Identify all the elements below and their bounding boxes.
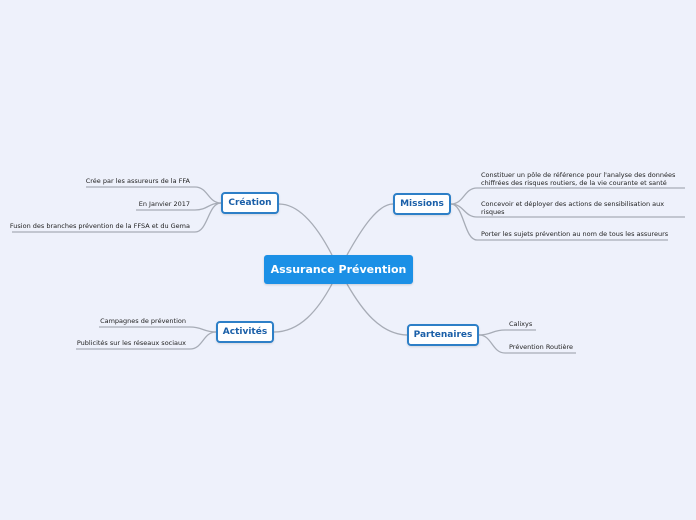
topic-creation[interactable]: Création bbox=[221, 192, 279, 214]
subtopic-missions-1[interactable] bbox=[481, 171, 675, 187]
subtopic-creation-1[interactable]: Crée par les assureurs de la FFA bbox=[85, 177, 190, 185]
topic-partenaires[interactable]: Partenaires bbox=[407, 324, 479, 346]
subtopic-missions-2[interactable] bbox=[481, 200, 664, 216]
subtopic-partenaires-2[interactable]: Prévention Routière bbox=[509, 343, 574, 351]
subtopic-creation-2[interactable]: En Janvier 2017 bbox=[138, 200, 190, 208]
subtopic-missions-1-line-1: Constituer un pôle de référence pour l'analyse des données bbox=[481, 171, 676, 179]
subtopic-activites-1[interactable]: Campagnes de prévention bbox=[100, 317, 186, 325]
subtopic-creation-3[interactable]: Fusion des branches prévention de la FFSA et du Gema bbox=[9, 222, 190, 230]
subtopic-partenaires-1[interactable]: Calixys bbox=[509, 320, 533, 328]
subtopic-missions-1-line-2: chiffrées des risques routiers, de la vie courante et santé bbox=[481, 179, 667, 187]
subtopic-activites-2[interactable]: Publicités sur les réseaux sociaux bbox=[76, 339, 186, 347]
subtopic-missions-2-line-2: risques bbox=[481, 208, 505, 216]
subtopic-missions-2-line-1: Concevoir et déployer des actions de sensibilisation aux bbox=[481, 200, 665, 208]
subtopic-missions-3[interactable]: Porter les sujets prévention au nom de tous les assureurs bbox=[481, 230, 669, 238]
topic-activites[interactable]: Activités bbox=[216, 321, 274, 343]
central-topic[interactable]: Assurance Prévention bbox=[264, 255, 413, 284]
topic-missions[interactable]: Missions bbox=[393, 193, 451, 215]
